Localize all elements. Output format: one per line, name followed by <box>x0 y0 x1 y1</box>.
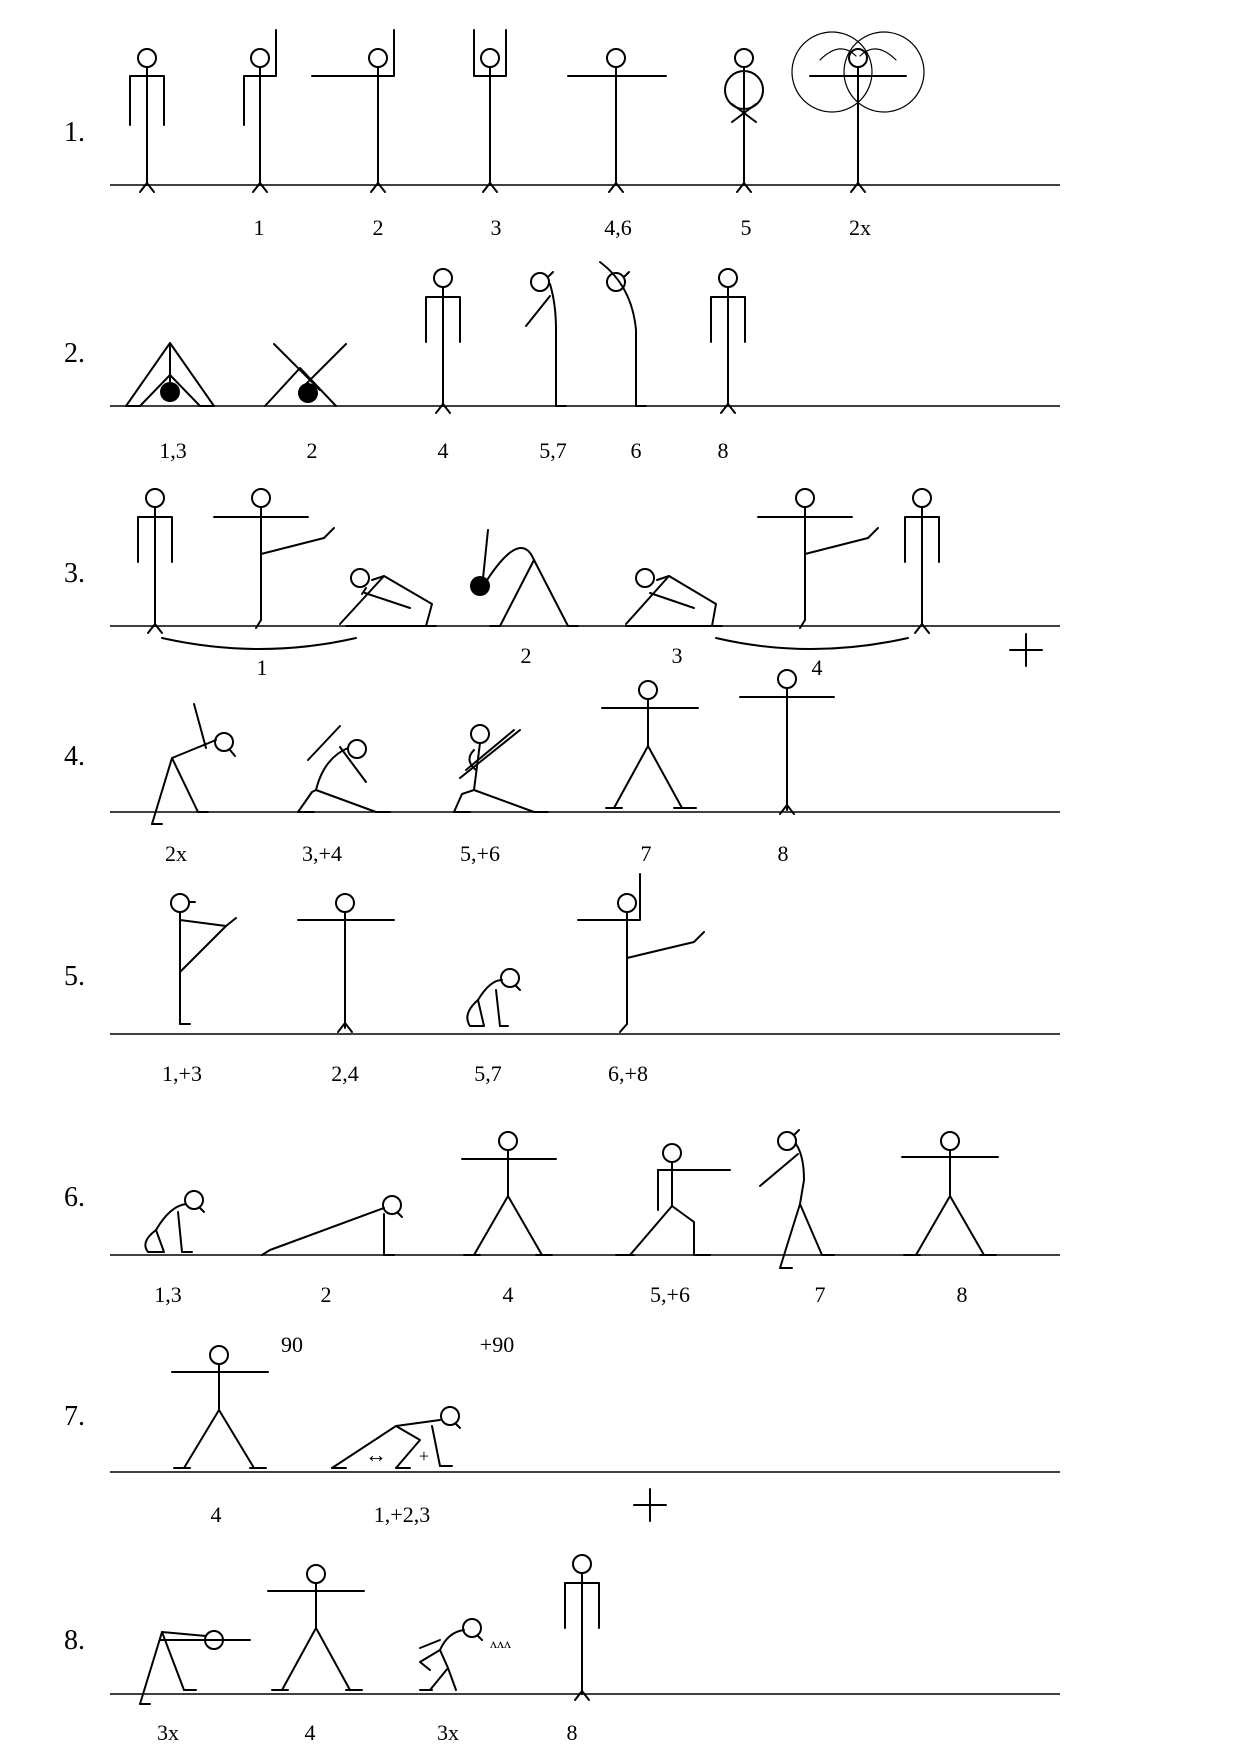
exercise-row-5 <box>64 874 1060 1086</box>
count-label: 8 <box>956 1282 968 1307</box>
stick-figure <box>268 1565 364 1690</box>
stick-figure <box>792 32 924 192</box>
ball-icon <box>160 382 180 402</box>
stick-figure <box>760 1130 834 1268</box>
stick-figure <box>758 489 878 628</box>
count-label: 2x <box>165 841 187 866</box>
exercise-row-3 <box>64 489 1060 680</box>
count-label: 4 <box>210 1502 222 1527</box>
count-label: 5,+6 <box>460 841 500 866</box>
stick-figure <box>568 49 666 192</box>
stick-figure <box>711 269 745 413</box>
exercise-number: 1. <box>64 117 85 148</box>
ball-icon <box>298 383 318 403</box>
count-label: 4,6 <box>604 215 632 240</box>
angle-annotation: +90 <box>479 1332 515 1357</box>
arrow-icon: ↔ <box>365 1442 387 1467</box>
count-label: 3x <box>437 1720 459 1745</box>
ball-icon <box>470 576 490 596</box>
angle-annotation: 90 <box>281 1332 303 1357</box>
count-label: 5,7 <box>539 438 567 463</box>
stick-figure <box>902 1132 998 1255</box>
stick-figure <box>298 894 394 1032</box>
count-label: 2 <box>320 1282 332 1307</box>
exercise-row-2 <box>64 262 1060 463</box>
stick-figure <box>462 1132 556 1255</box>
stick-figure <box>482 530 578 626</box>
count-label: 3,+4 <box>302 841 342 866</box>
count-label: 4 <box>304 1720 316 1745</box>
count-label: 4 <box>811 655 823 680</box>
stick-figure <box>626 569 722 626</box>
stick-figure <box>244 30 276 192</box>
stick-figure <box>616 1144 730 1255</box>
count-label: 5 <box>740 215 752 240</box>
count-label: 5,+6 <box>650 1282 690 1307</box>
stick-figure <box>526 272 566 406</box>
exercise-row-6 <box>64 1130 1060 1307</box>
exercise-number: 5. <box>64 961 85 992</box>
count-label: 8 <box>566 1720 578 1745</box>
count-label: 8 <box>777 841 789 866</box>
count-label: 1,+3 <box>162 1061 202 1086</box>
stick-figure <box>426 269 460 413</box>
count-label: 4 <box>502 1282 514 1307</box>
count-label: 2 <box>372 215 384 240</box>
stick-figure <box>467 969 520 1026</box>
bracket <box>716 638 908 649</box>
stick-figure <box>905 489 939 633</box>
stick-figure <box>145 1191 204 1252</box>
stick-figure <box>474 30 506 192</box>
count-label: 3 <box>490 215 502 240</box>
stick-figure <box>454 725 548 812</box>
stick-figure <box>565 1555 599 1700</box>
count-label: 7 <box>814 1282 826 1307</box>
exercise-row-4 <box>64 670 1060 866</box>
count-label: 1 <box>253 215 265 240</box>
wave-icon: ʌʌʌ <box>490 1637 511 1652</box>
count-label: 6,+8 <box>608 1061 648 1086</box>
count-label: 2x <box>849 215 871 240</box>
count-label: 3x <box>157 1720 179 1745</box>
stick-figure <box>130 49 164 192</box>
count-label: 6 <box>630 438 642 463</box>
count-label: 2,4 <box>331 1061 359 1086</box>
exercise-number: 7. <box>64 1401 85 1432</box>
stick-figure <box>140 1631 250 1704</box>
stick-figure <box>340 569 436 626</box>
stick-figure <box>138 489 172 633</box>
plus-icon: + <box>418 1446 430 1466</box>
stick-figure <box>725 49 763 192</box>
count-label: 7 <box>640 841 652 866</box>
stick-figure <box>172 1346 268 1468</box>
stick-figure <box>152 704 235 824</box>
count-label: 8 <box>717 438 729 463</box>
exercise-number: 3. <box>64 558 85 589</box>
bracket <box>162 638 356 649</box>
count-label: 4 <box>437 438 449 463</box>
stick-figure <box>420 1619 482 1690</box>
count-label: 1 <box>256 655 268 680</box>
stick-figure <box>578 874 704 1032</box>
count-label: 1,+2,3 <box>373 1502 431 1527</box>
stick-figure <box>312 30 394 192</box>
count-label: 3 <box>671 643 683 668</box>
exercise-number: 8. <box>64 1625 85 1656</box>
exercise-number: 2. <box>64 338 85 369</box>
stick-figure <box>262 1196 402 1255</box>
stick-figure <box>600 262 646 406</box>
count-label: 5,7 <box>474 1061 502 1086</box>
stick-figure <box>332 1407 460 1468</box>
count-label: 2 <box>520 643 532 668</box>
exercise-row-1 <box>64 30 1060 240</box>
exercise-row-8 <box>64 1555 1060 1745</box>
exercise-row-7 <box>64 1332 1060 1527</box>
exercise-number: 6. <box>64 1182 85 1213</box>
exercise-number: 4. <box>64 741 85 772</box>
stick-figure <box>740 670 834 814</box>
count-label: 1,3 <box>159 438 187 463</box>
stick-figure <box>298 726 390 812</box>
stick-figure <box>214 489 334 628</box>
stick-figure <box>602 681 698 808</box>
count-label: 2 <box>306 438 318 463</box>
stick-figure <box>171 894 236 1024</box>
count-label: 1,3 <box>154 1282 182 1307</box>
